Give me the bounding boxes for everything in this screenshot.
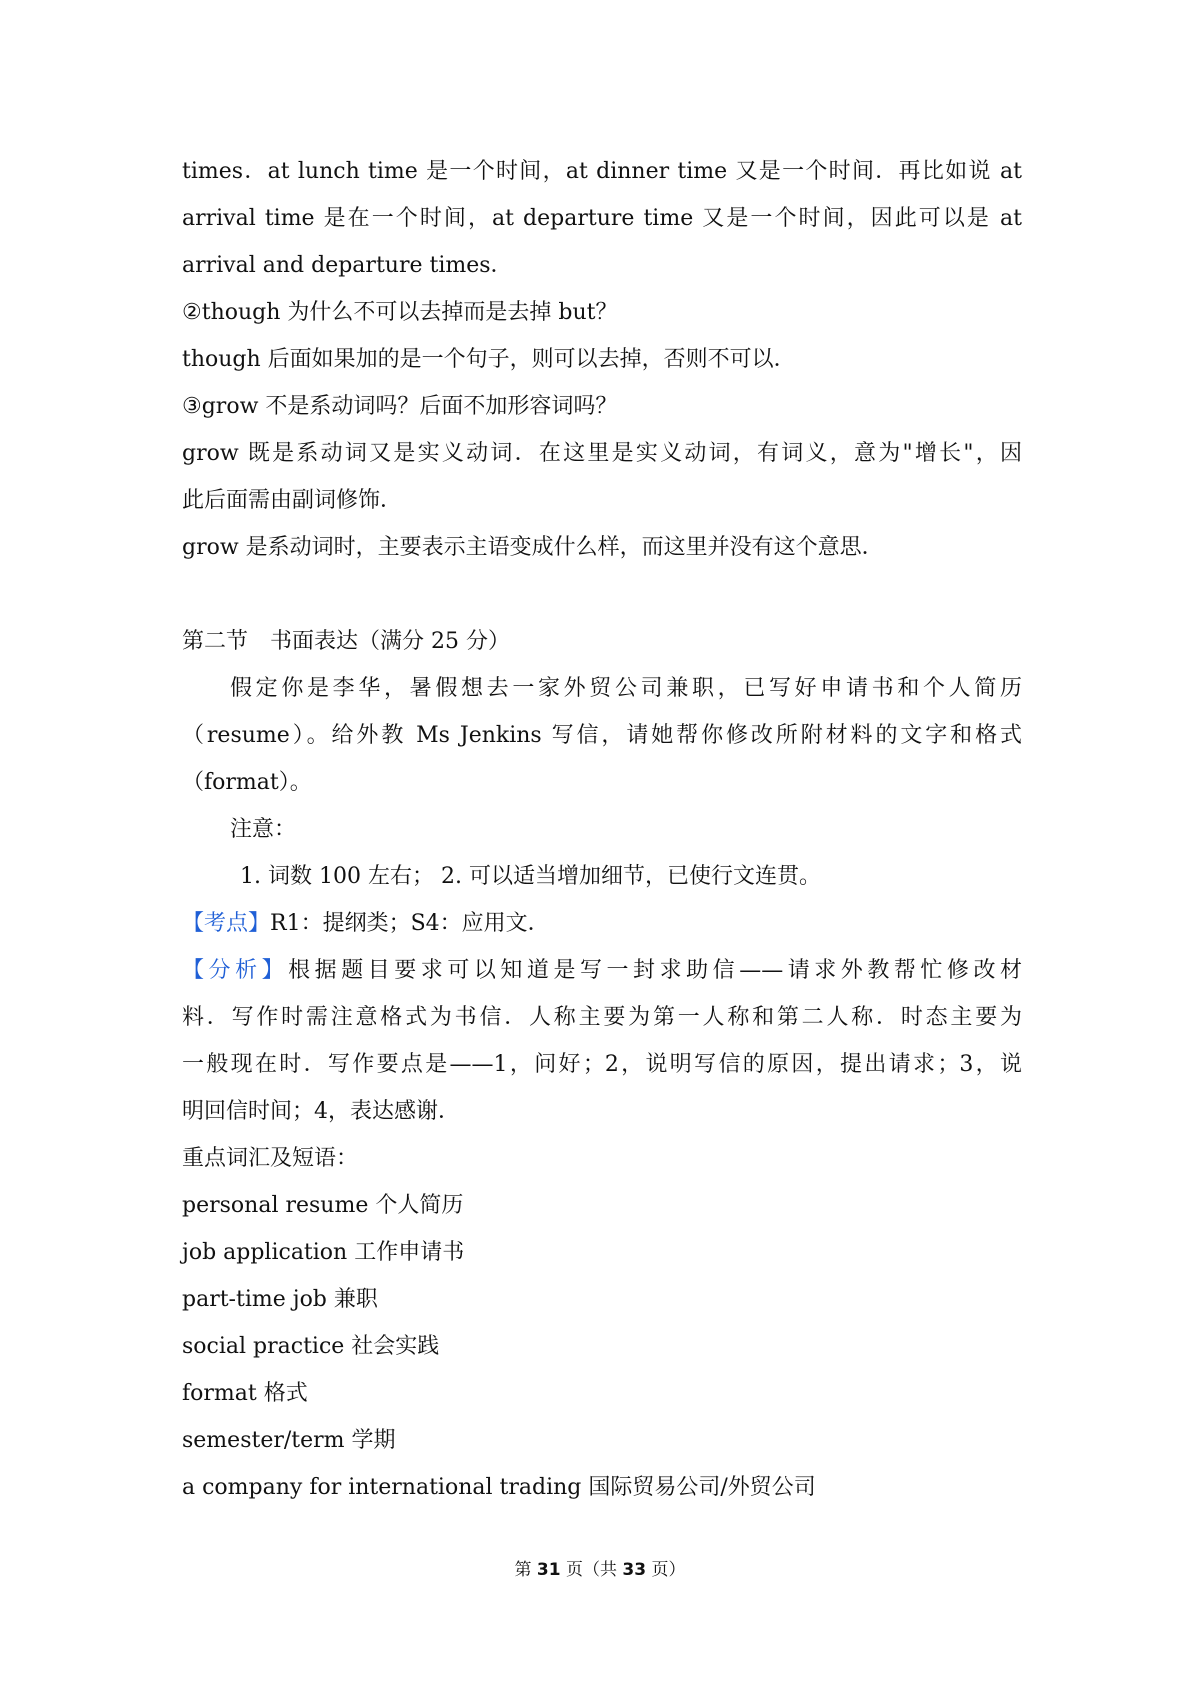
note-label: 注意：	[230, 817, 297, 842]
footer-total-pages: 33	[622, 1560, 647, 1580]
kaodian-text: R1：提纲类；S4：应用文．	[270, 911, 550, 936]
page-footer	[0, 1558, 1200, 1582]
footer-middle: 页（共	[560, 1560, 623, 1580]
answer-3-line-2: 此后面需由副词修饰．	[182, 488, 403, 513]
fenxi-line-4: 明回信时间；4，表达感谢．	[182, 1099, 460, 1124]
kaodian-tag: 【考点】	[182, 911, 271, 936]
answer-3-line-1: grow 既是系动词又是实义动词．在这里是实义动词，有词义，意为"增长"，因	[182, 441, 1022, 466]
footer-suffix: 页）	[646, 1560, 686, 1580]
question-2: ②though 为什么不可以去掉而是去掉 but？	[182, 300, 618, 325]
fenxi-line-2: 料．写作时需注意格式为书信．人称主要为第一人称和第二人称．时态主要为	[182, 1005, 1022, 1030]
vocab-item: format 格式	[182, 1381, 308, 1406]
vocab-item: personal resume 个人简历	[182, 1193, 464, 1218]
fenxi-line-3: 一般现在时．写作要点是——1，问好；2，说明写信的原因，提出请求；3，说	[182, 1052, 1022, 1077]
vocab-item: part-time job 兼职	[182, 1287, 378, 1312]
prompt-line-2: （resume）。给外教 Ms Jenkins 写信，请她帮你修改所附材料的文字和格式	[182, 723, 1022, 748]
answer-line-2: arrival time 是在一个时间，at departure time 又是一个时间，因此可以是 at	[182, 206, 1022, 231]
kaodian-line	[182, 909, 1022, 939]
fenxi-text-1: 根据题目要求可以知道是写一封求助信——请求外教帮忙修改材	[288, 958, 1022, 983]
answer-line-3: arrival and departure times．	[182, 253, 513, 278]
footer-page-number: 31	[536, 1560, 561, 1580]
vocab-item: a company for international trading 国际贸易公司/外贸公司	[182, 1475, 816, 1500]
fenxi-tag: 【分析】	[182, 958, 289, 983]
footer-prefix: 第	[514, 1560, 537, 1580]
vocab-heading: 重点词汇及短语：	[182, 1146, 359, 1171]
vocab-item: job application 工作申请书	[182, 1240, 465, 1265]
note-items: 1. 词数 100 左右； 2. 可以适当增加细节，已使行文连贯。	[240, 864, 821, 889]
question-3: ③grow 不是系动词吗？后面不加形容词吗？	[182, 394, 618, 419]
prompt-line-3: （format）。	[182, 770, 312, 795]
section-title: 第二节 书面表达（满分 25 分）	[182, 629, 510, 654]
answer-line-1: times．at lunch time 是一个时间，at dinner time 又是一个时间．再比如说 at	[182, 159, 1022, 184]
vocab-item: social practice 社会实践	[182, 1334, 440, 1359]
fenxi-line-1	[182, 956, 1022, 986]
vocab-item: semester/term 学期	[182, 1428, 396, 1453]
answer-2: though 后面如果加的是一个句子，则可以去掉，否则不可以．	[182, 347, 796, 372]
answer-3-line-3: grow 是系动词时，主要表示主语变成什么样，而这里并没有这个意思．	[182, 535, 884, 560]
prompt-line-1: 假定你是李华，暑假想去一家外贸公司兼职，已写好申请书和个人简历	[230, 676, 1022, 701]
